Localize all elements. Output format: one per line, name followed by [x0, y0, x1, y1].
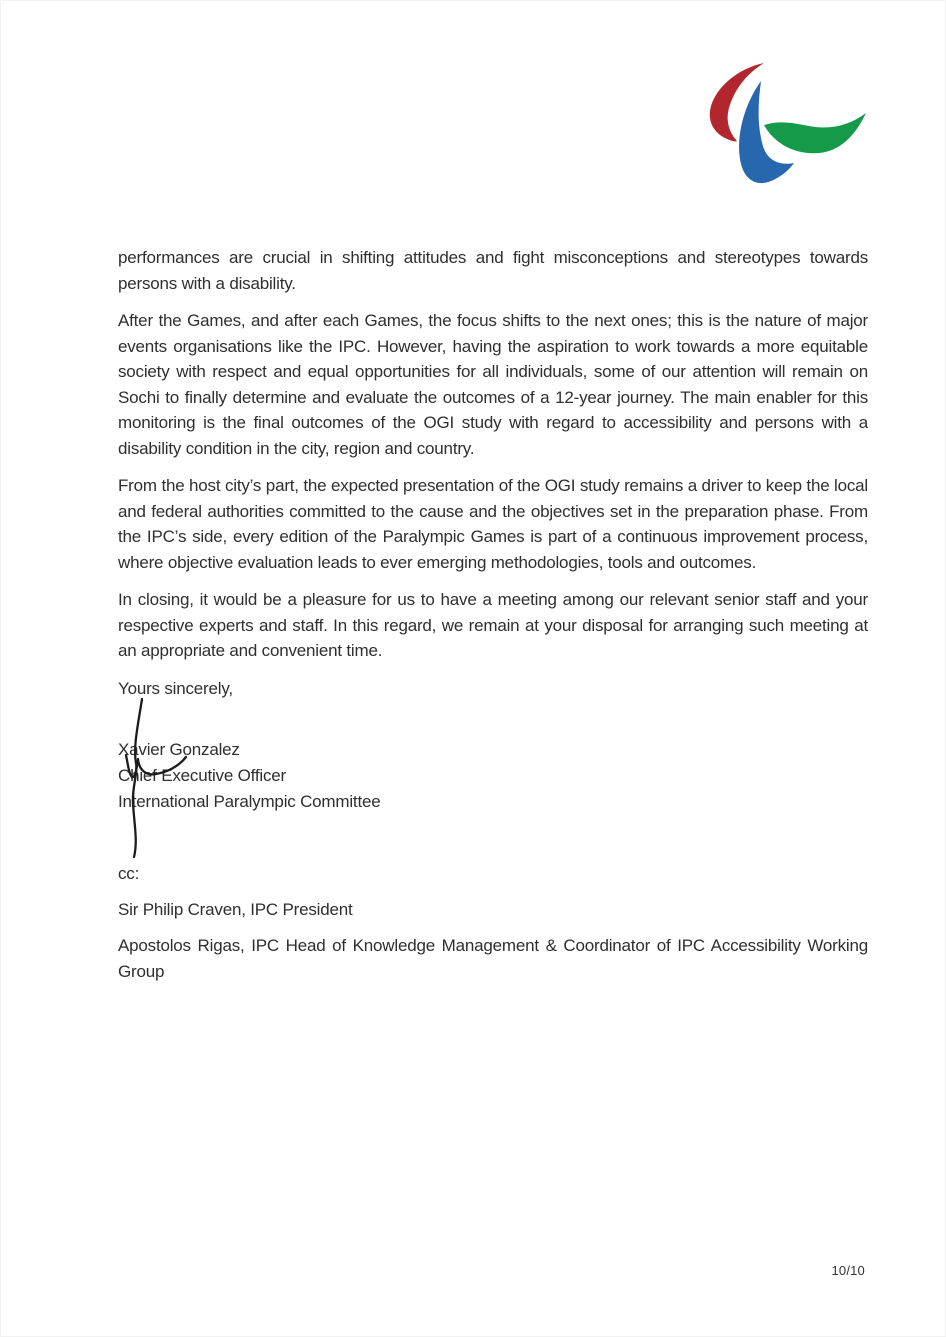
- letter-closing: Yours sincerely,: [118, 678, 233, 698]
- signer-title: Chief Executive Officer: [118, 766, 286, 785]
- letter-paragraph: In closing, it would be a pleasure for us to have a meeting among our relevant senior staff and your respective experts and staff. In this regard, we remain at your disposal for arranging such meeting at an appropriate and convenient time.: [118, 590, 868, 660]
- page-number: 10/10: [831, 1263, 865, 1278]
- cc-block: [118, 861, 868, 984]
- signer-organization: International Paralympic Committee: [118, 792, 381, 811]
- cc-label: cc:: [118, 864, 140, 883]
- letter-paragraph: performances are crucial in shifting attitudes and fight misconceptions and stereotypes towards persons with a disability.: [118, 248, 868, 293]
- letter-paragraph: From the host city’s part, the expected presentation of the OGI study remains a driver to keep the local and federal authorities committed to the cause and the objectives set in the preparation phase. From the IPC’s side, every edition of the Paralympic Games is part of a continuous improvement process, where objective evaluation leads to ever emerging methodologies, tools and outcomes.: [118, 476, 868, 572]
- agito-green-icon: [764, 113, 866, 153]
- letter-paragraph: After the Games, and after each Games, the focus shifts to the next ones; this is the nature of major events organisations like the IPC. However, having the aspiration to work towards a more equitable society with respect and equal opportunities for all individuals, some of our attention will remain on Sochi to finally determine and evaluate the outcomes of a 12-year journey. The main enabler for this monitoring is the final outcomes of the OGI study with regard to accessibility and persons with a disability condition in the city, region and country.: [118, 311, 868, 458]
- cc-recipient: Sir Philip Craven, IPC President: [118, 899, 353, 919]
- cc-recipient: Apostolos Rigas, IPC Head of Knowledge Management & Coordinator of IPC Accessibility Working Group: [118, 936, 868, 981]
- signer-name: Xavier Gonzalez: [118, 740, 240, 759]
- signer-block: [118, 737, 868, 815]
- letter-body: [118, 245, 868, 995]
- ipc-agitos-logo: [699, 58, 874, 190]
- ipc-agitos-logo-svg: [699, 58, 874, 190]
